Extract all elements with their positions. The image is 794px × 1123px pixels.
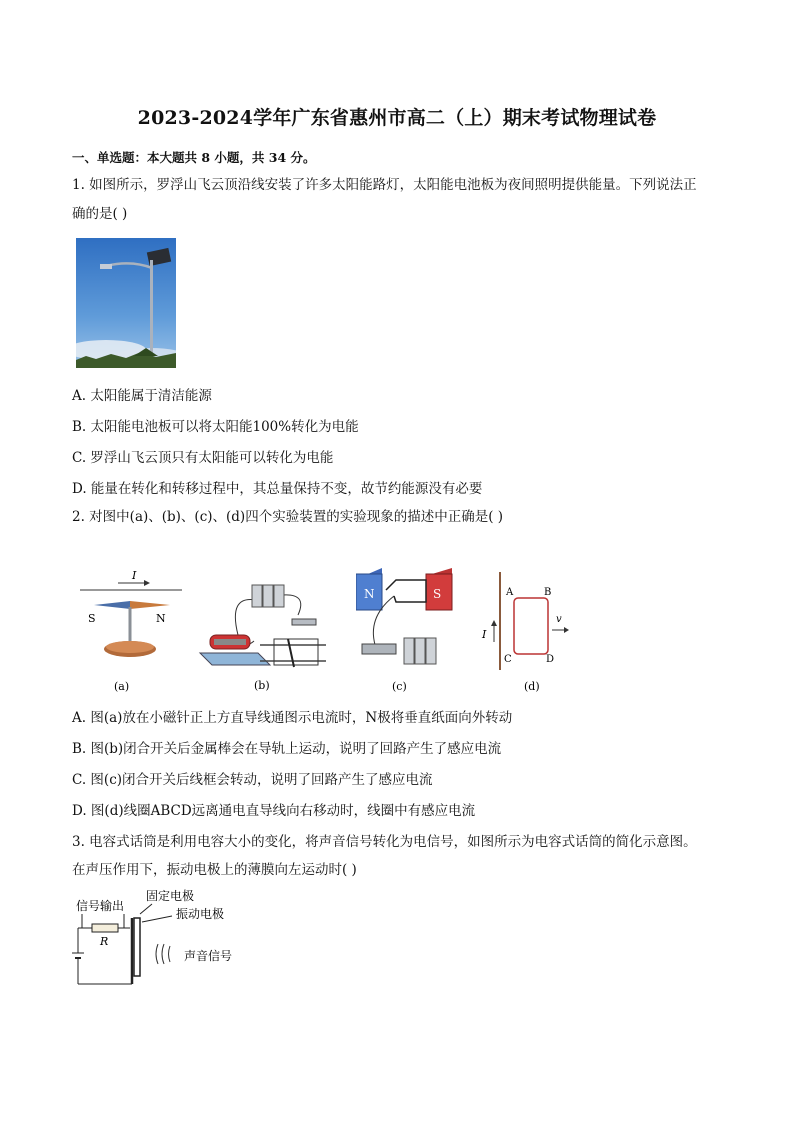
label-current-a: I	[132, 569, 137, 582]
q3-stem-line1: 3. 电容式话筒是利用电容大小的变化，将声音信号转化为电信号，如图所示为电容式话筒的简化示意图。	[72, 834, 697, 850]
label-current-d: I	[482, 628, 487, 641]
label-fixed-electrode: 固定电极	[146, 889, 195, 903]
q1-option-a: A. 太阳能属于清洁能源	[72, 388, 212, 404]
label-south-pole: S	[88, 612, 96, 625]
q2-option-c: C. 图(c)闭合开关后线框会转动，说明了回路产生了感应电流	[72, 772, 433, 788]
label-signal-output: 信号输出	[76, 899, 125, 913]
label-corner-c: C	[504, 654, 512, 665]
figure-a-compass	[74, 565, 186, 697]
label-magnet-n: N	[364, 587, 375, 601]
section-heading: 一、单选题：本大题共 8 小题，共 34 分。	[72, 150, 316, 165]
figure-microphone-circuit	[72, 888, 272, 993]
label-velocity: v	[556, 614, 562, 625]
q2-option-a: A. 图(a)放在小磁针正上方直导线通图示电流时，N极将垂直纸面向外转动	[72, 710, 513, 726]
label-figure-b: (b)	[254, 679, 270, 692]
label-figure-a: (a)	[114, 680, 130, 693]
label-figure-d: (d)	[524, 680, 540, 693]
q1-option-c: C. 罗浮山飞云顶只有太阳能可以转化为电能	[72, 450, 334, 466]
label-corner-d: D	[546, 654, 555, 665]
q2-stem: 2. 对图中(a)、(b)、(c)、(d)四个实验装置的实验现象的描述中正确是( )	[72, 509, 504, 525]
q3-stem-line2: 在声压作用下，振动电极上的薄膜向左运动时( )	[72, 862, 357, 878]
figure-d-coil	[478, 570, 578, 697]
figure-c-motor	[356, 568, 466, 697]
label-vibrating-electrode: 振动电极	[176, 907, 225, 921]
exam-title: 2023-2024学年广东省惠州市高二（上）期末考试物理试卷	[137, 107, 657, 129]
label-sound-signal: 声音信号	[184, 949, 233, 963]
solar-streetlight-photo	[76, 238, 176, 368]
label-corner-b: B	[544, 587, 552, 598]
figure-b-rails	[198, 575, 333, 697]
q2-option-d: D. 图(d)线圈ABCD远离通电直导线向右移动时，线圈中有感应电流	[72, 803, 476, 819]
q1-option-b: B. 太阳能电池板可以将太阳能100%转化为电能	[72, 419, 359, 435]
q1-stem-line1: 1. 如图所示，罗浮山飞云顶沿线安装了许多太阳能路灯，太阳能电池板为夜间照明提供能量。下列说法正	[72, 177, 697, 193]
q1-stem-line2: 确的是( )	[72, 206, 128, 222]
label-corner-a: A	[506, 587, 514, 598]
label-magnet-s: S	[433, 587, 442, 601]
label-resistor: R	[100, 935, 109, 948]
q2-option-b: B. 图(b)闭合开关后金属棒会在导轨上运动，说明了回路产生了感应电流	[72, 741, 502, 757]
label-north-pole: N	[156, 612, 166, 625]
label-figure-c: (c)	[392, 680, 407, 693]
q1-option-d: D. 能量在转化和转移过程中，其总量保持不变，故节约能源没有必要	[72, 481, 483, 497]
